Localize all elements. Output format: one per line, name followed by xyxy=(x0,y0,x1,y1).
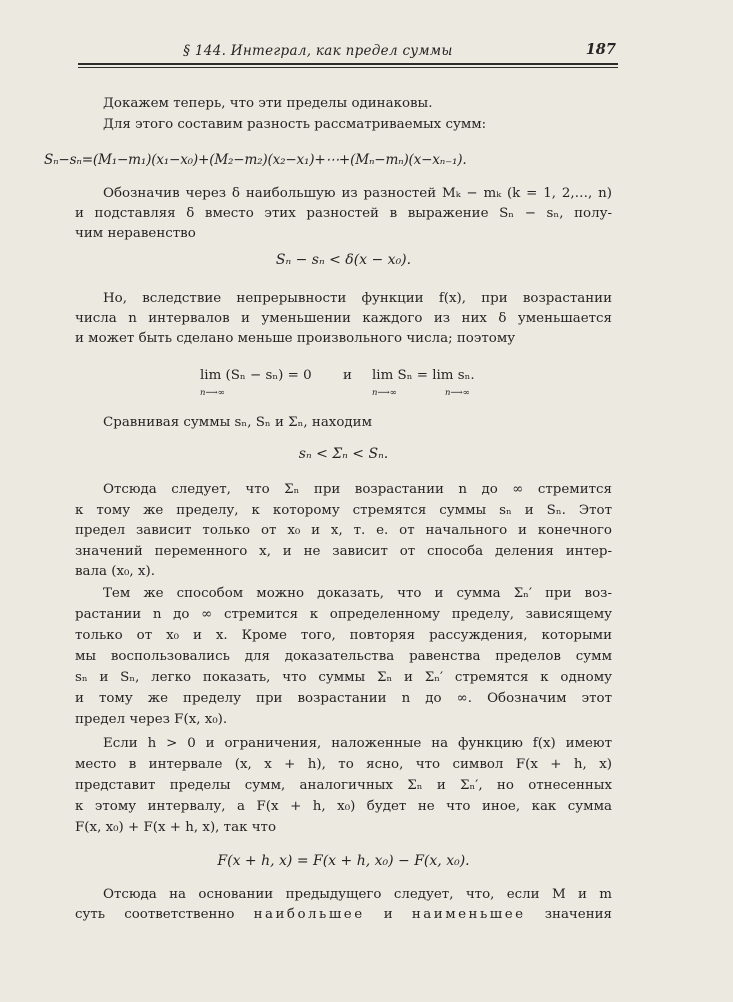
header-rule-thin xyxy=(78,67,618,68)
text-line: и тому же пределу при возрастании n до ∞. Обозначим этот xyxy=(75,691,612,706)
text-line: к тому же пределу, к которому стремятся суммы sₙ и Sₙ. Этот xyxy=(75,503,612,518)
text-line: чим неравенство xyxy=(75,226,196,241)
text-line: только от x₀ и x. Кроме того, повторяя рассуждения, которыми xyxy=(75,628,612,643)
text-line: Но, вследствие непрерывности функции f(x), при возрастании xyxy=(103,291,612,306)
text-line: предел зависит только от x₀ и x, т. е. от начального и конечного xyxy=(75,523,612,538)
header-rule-thick xyxy=(78,63,618,65)
limit-subscript: n⟶∞ xyxy=(445,388,470,398)
equation-inequality: Sₙ − sₙ < δ(x − x₀). xyxy=(275,252,412,268)
equation-additivity: F(x + h, x) = F(x + h, x₀) − F(x, x₀). xyxy=(217,853,470,869)
running-header xyxy=(78,40,618,64)
text-line: Обозначив через δ наибольшую из разностей Mₖ − mₖ (k = 1, 2,…, n) xyxy=(103,186,612,201)
text-line: Если h > 0 и ограничения, наложенные на функцию f(x) имеют xyxy=(103,736,612,751)
text-line: Отсюда на основании предыдущего следует, что, если M и m xyxy=(103,887,612,902)
text-segment: и xyxy=(383,907,393,922)
text-line: Сравнивая суммы sₙ, Sₙ и Σₙ, находим xyxy=(103,415,373,430)
text-line: sₙ и Sₙ, легко показать, что суммы Σₙ и Σₙ′ стремятся к одному xyxy=(75,670,612,685)
text-line: представит пределы сумм, аналогичных Σₙ и Σₙ′, но отнесенных xyxy=(75,778,612,793)
text-segment: значения xyxy=(544,907,613,922)
limit-subscript: n⟶∞ xyxy=(372,388,397,398)
text-line: Докажем теперь, что эти пределы одинаковы. xyxy=(103,96,433,111)
conjunction: и xyxy=(343,368,352,383)
text-line: к этому интервалу, а F(x + h, x₀) будет не что иное, как сумма xyxy=(75,799,612,814)
text-line: вала (x₀, x). xyxy=(75,564,155,579)
equation-bounds: sₙ < Σₙ < Sₙ. xyxy=(298,446,389,462)
text-line: числа n интервалов и уменьшении каждого из них δ уменьшается xyxy=(75,311,612,326)
emphasized-word: наименьшее xyxy=(411,907,526,922)
emphasized-word: наибольшее xyxy=(253,907,365,922)
text-line: место в интервале (x, x + h), то ясно, что символ F(x + h, x) xyxy=(75,757,612,772)
text-line: растании n до ∞ стремится к определенному пределу, зависящему xyxy=(75,607,612,622)
text-line: Тем же способом можно доказать, что и сумма Σₙ′ при воз- xyxy=(103,586,612,601)
text-line: и может быть сделано меньше произвольного числа; поэтому xyxy=(75,331,516,346)
limit-equality: lim Sₙ = lim sₙ. xyxy=(372,368,475,383)
text-line: мы воспользовались для доказательства равенства пределов сумм xyxy=(75,649,612,664)
text-line: значений переменного x, и не зависит от способа деления интер- xyxy=(75,544,612,559)
limit-subscript: n⟶∞ xyxy=(200,388,225,398)
text-line: Для этого составим разность рассматриваемых сумм: xyxy=(103,117,487,132)
text-line-final xyxy=(75,906,612,924)
text-line: Отсюда следует, что Σₙ при возрастании n до ∞ стремится xyxy=(103,482,612,497)
equation-difference: Sₙ−sₙ=(M₁−m₁)(x₁−x₀)+(M₂−m₂)(x₂−x₁)+⋯+(Mₙ−mₙ)(x−xₙ₋₁). xyxy=(44,152,467,168)
text-line: и подставляя δ вместо этих разностей в выражение Sₙ − sₙ, полу- xyxy=(75,206,612,221)
section-title: § 144. Интеграл, как предел суммы xyxy=(183,43,453,59)
text-line: F(x, x₀) + F(x + h, x), так что xyxy=(75,820,277,835)
limit-difference: lim (Sₙ − sₙ) = 0 xyxy=(200,368,312,383)
page-number: 187 xyxy=(585,41,616,58)
text-segment: суть соответственно xyxy=(75,907,235,922)
text-line: предел через F(x, x₀). xyxy=(75,712,228,727)
